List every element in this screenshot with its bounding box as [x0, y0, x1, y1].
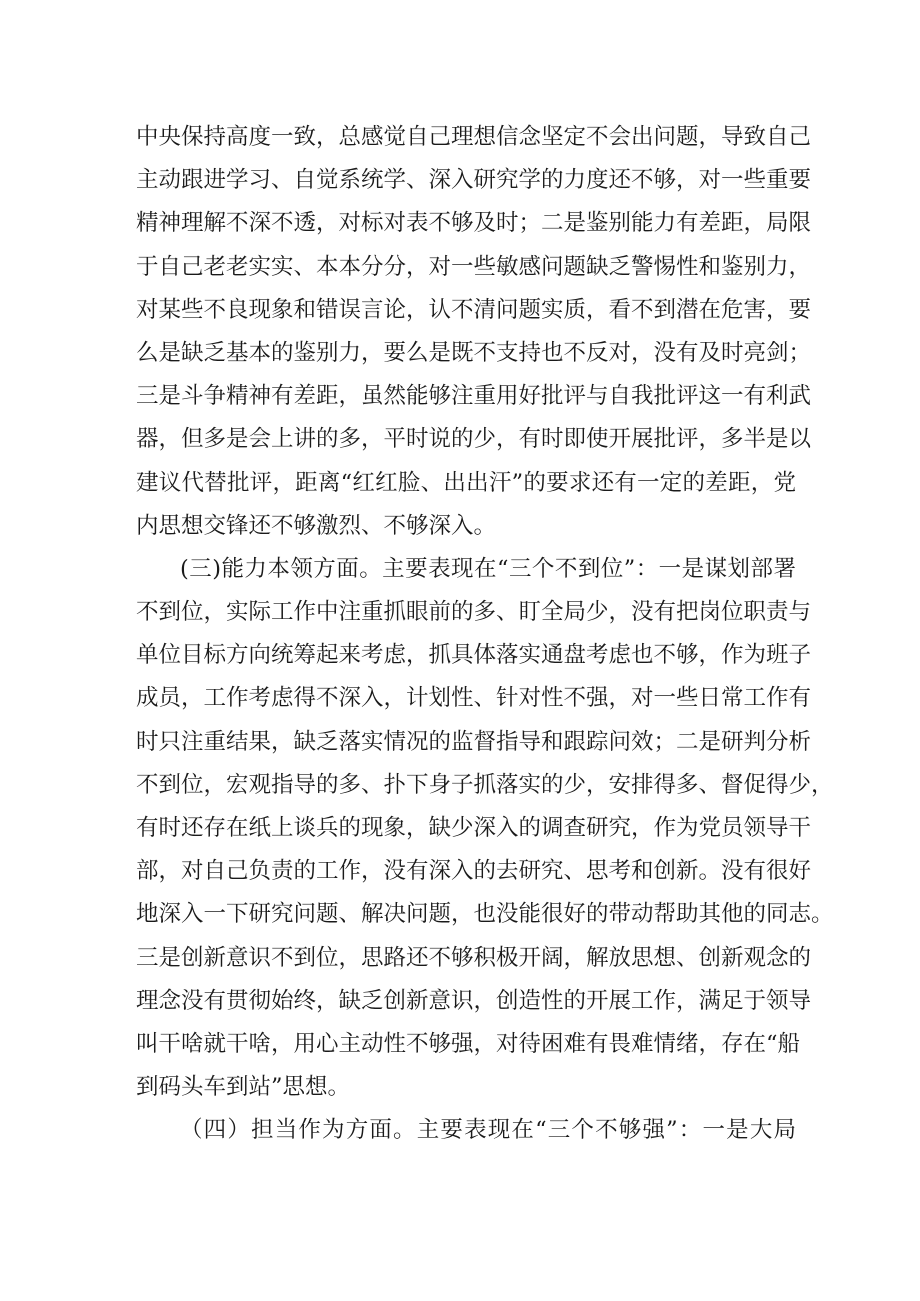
text-line: 器，但多是会上讲的多，平时说的少，有时即使开展批评，多半是以	[136, 426, 812, 453]
text-line: 到码头车到站”思想。	[136, 1074, 351, 1101]
text-line: 三是创新意识不到位，思路还不够积极开阔，解放思想、创新观念的	[136, 944, 812, 971]
paragraph	[136, 116, 812, 548]
text-line: 不到位，宏观指导的多、扑下身子抓落实的少，安排得多、督促得少，	[136, 771, 834, 798]
text-line: 时只注重结果，缺乏落实情况的监督指导和跟踪问效；二是研判分析	[136, 728, 812, 755]
text-line: 于自己老老实实、本本分分，对一些敏感问题缺乏警惕性和鉴别力，	[136, 253, 812, 280]
text-line: 地深入一下研究问题、解决问题，也没能很好的带动帮助其他的同志。	[136, 901, 834, 928]
text-line: 对某些不良现象和错误言论，认不清问题实质，看不到潜在危害，要	[136, 296, 812, 323]
text-line: 不到位，实际工作中注重抓眼前的多、盯全局少，没有把岗位职责与	[136, 599, 812, 626]
text-line: 部，对自己负责的工作，没有深入的去研究、思考和创新。没有很好	[136, 858, 812, 885]
text-line: 成员，工作考虑得不深入，计划性、针对性不强，对一些日常工作有	[136, 685, 812, 712]
text-line: 主动跟进学习、自觉系统学、深入研究学的力度还不够，对一些重要	[136, 167, 812, 194]
body-text	[136, 116, 834, 1153]
text-line: 理念没有贯彻始终，缺乏创新意识，创造性的开展工作，满足于领导	[136, 987, 812, 1014]
text-line: 么是缺乏基本的鉴别力，要么是既不支持也不反对，没有及时亮剑；	[136, 339, 812, 366]
text-line: 中央保持高度一致，总感觉自己理想信念坚定不会出问题，导致自己	[136, 124, 812, 150]
text-line: 精神理解不深不透，对标对表不够及时；二是鉴别能力有差距，局限	[136, 210, 812, 237]
paragraph	[136, 548, 834, 1109]
text-line: 内思想交锋还不够激烈、不够深入。	[136, 512, 497, 539]
text-line: 叫干啥就干啥，用心主动性不够强，对待困难有畏难情绪，存在“船	[136, 1030, 801, 1057]
paragraph	[136, 1109, 796, 1152]
text-line: 单位目标方向统筹起来考虑，抓具体落实通盘考虑也不够，作为班子	[136, 642, 812, 669]
text-line: 有时还存在纸上谈兵的现象，缺少深入的调查研究，作为党员领导干	[136, 815, 812, 841]
text-line: 建议代替批评，距离“红红脸、出出汗”的要求还有一定的差距，党	[136, 469, 796, 496]
text-line: 三是斗争精神有差距，虽然能够注重用好批评与自我批评这一有利武	[136, 383, 812, 410]
text-line: （四）担当作为方面。主要表现在“三个不够强”：一是大局	[180, 1117, 796, 1144]
text-line: (三)能力本领方面。主要表现在“三个不到位”：一是谋划部署	[180, 555, 796, 582]
